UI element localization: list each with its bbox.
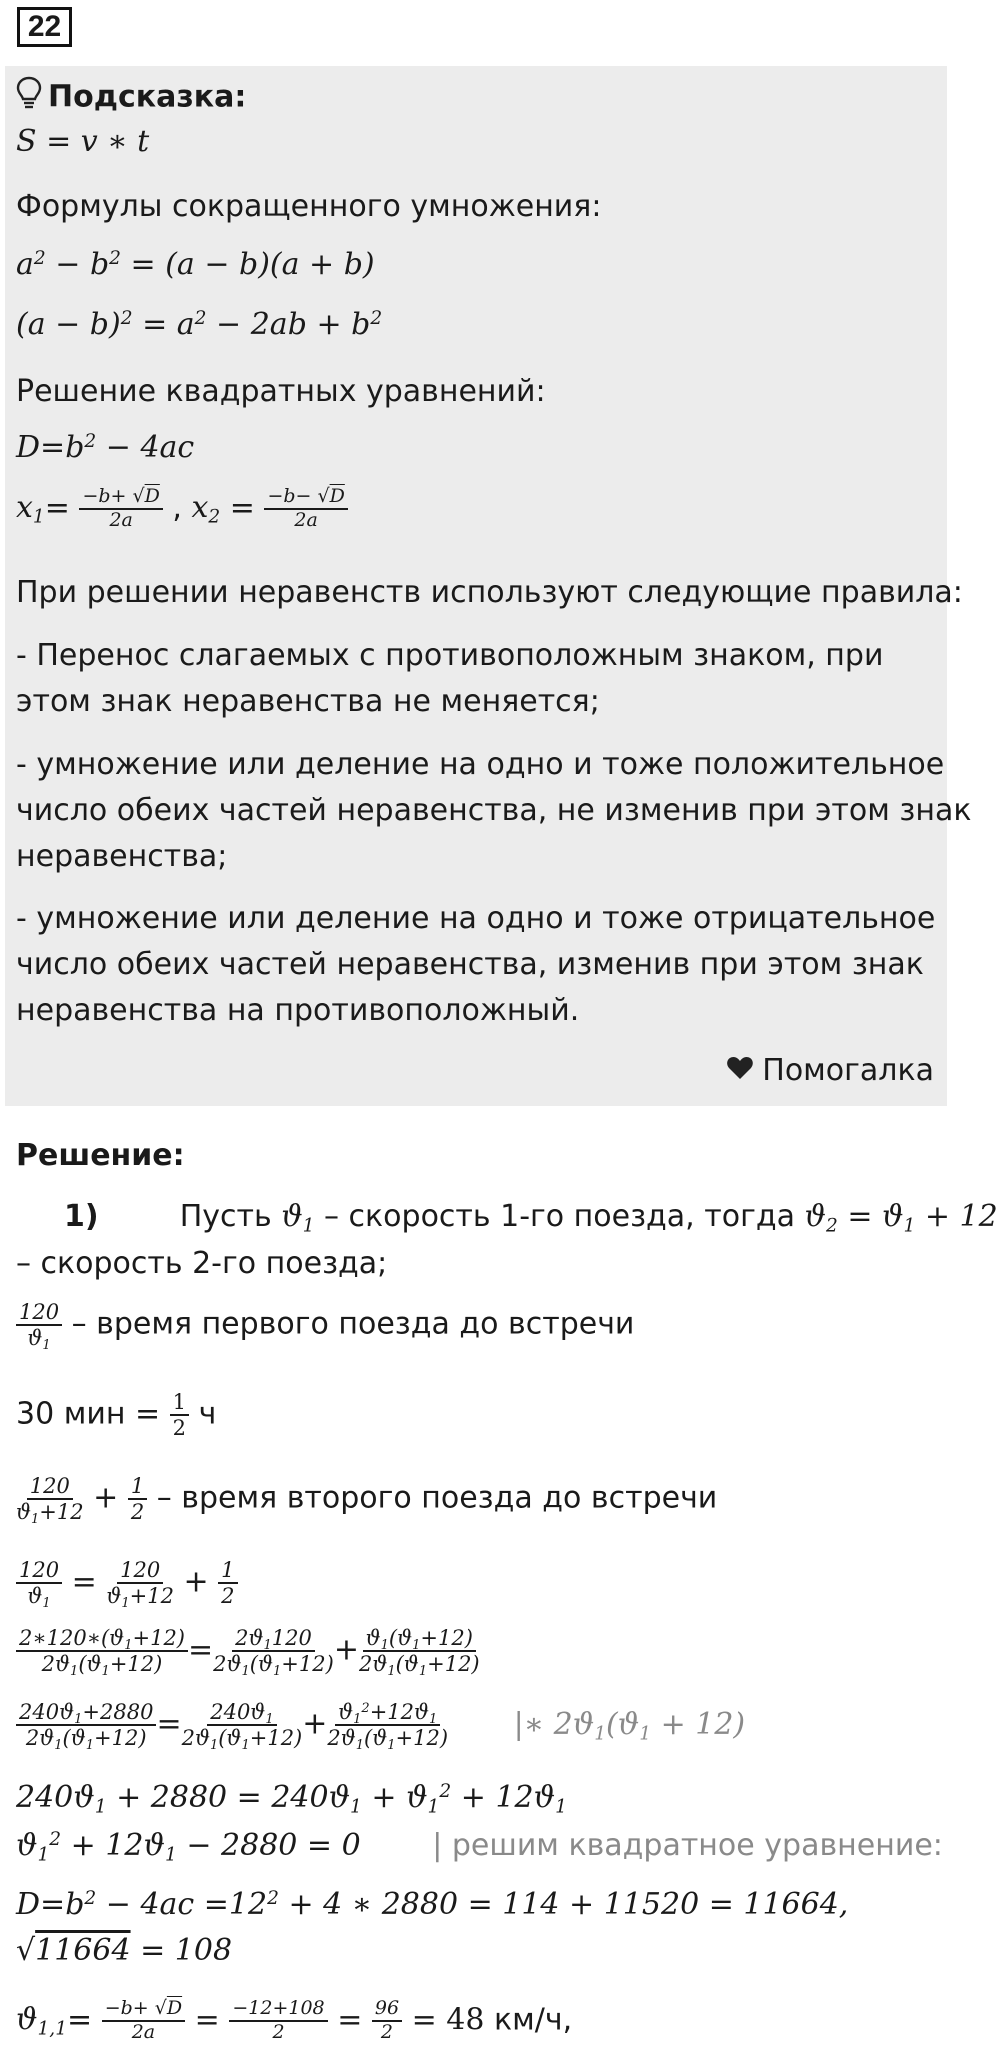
hint-title-text: Подсказка:: [48, 79, 247, 115]
root-line: $ϑ_{1,1}=$ $\frac{-b+ √D}{2a}$ = $\frac{-12+108}{2}$ = $\frac{96}{2}$ = 48 км/ч,: [16, 1997, 573, 2043]
task-number: 22: [17, 7, 72, 47]
equation-1: $\frac{120}{ϑ_1}$ = $\frac{120}{ϑ_1+12}$ + $\frac{1}{2}$: [16, 1558, 238, 1608]
time-first-label: – время первого поезда до встречи: [71, 1306, 635, 1342]
hint-title: [16, 76, 246, 120]
half-hour-line: 30 мин = $\frac{1}{2}$ ч: [16, 1390, 217, 1441]
signature-text: Помогалка: [762, 1053, 934, 1088]
rule2-line3: неравенства;: [16, 839, 228, 874]
quadratic-note: | решим квадратное уравнение:: [432, 1828, 943, 1863]
equation-3: $\frac{240ϑ_1+2880}{2ϑ_1(ϑ_1+12)}$ = $\frac{240ϑ_1}{2ϑ_1(ϑ_1+12)}$ + $\frac{ϑ_1^2+12ϑ_1}{2ϑ_1(ϑ_1+12)}$ |∗ $2ϑ_1(ϑ_1 + 12)$: [16, 1700, 745, 1750]
quadratic-line: $ϑ_1^2 + 12ϑ_1 - 2880 = 0$ | решим квадратное уравнение:: [16, 1828, 943, 1866]
formula-square-diff: $(a - b)^2 = a^2 - 2ab + b^2$: [16, 307, 383, 342]
sqrt-line: √11664 = 108: [16, 1933, 233, 1968]
rule1-line1: - Перенос слагаемых с противоположным знаком, при: [16, 638, 884, 673]
solution-title: Решение:: [16, 1138, 185, 1173]
step1-line1: 1) Пусть $ϑ_1$ – скорость 1-го поезда, тогда $ϑ_2 = ϑ_1 + 12$: [64, 1199, 998, 1237]
formula-distance: S = v ∗ t: [16, 124, 150, 159]
equation-2: $\frac{2∗120∗(ϑ_1+12)}{2ϑ_1(ϑ_1+12)}$ = $\frac{2ϑ_1120}{2ϑ_1(ϑ_1+12)}$ + $\frac{ϑ_1(ϑ_1+12)}{2ϑ_1(ϑ_1+12)}$: [16, 1626, 480, 1676]
lightbulb-icon: [16, 76, 42, 120]
signature: [726, 1052, 934, 1091]
inequality-title: При решении неравенств используют следующие правила:: [16, 575, 963, 610]
step1-text-b: – скорость 1-го поезда, тогда: [314, 1199, 805, 1234]
discriminant-line: $D=b^2 - 4ac =12^2 + 4$ ∗ 2880 = 114 + 11520 = 11664,: [16, 1887, 849, 1922]
step1-line2: – скорость 2-го поезда;: [16, 1246, 388, 1281]
rule2-line1: - умножение или деление на одно и тоже положительное: [16, 747, 945, 782]
rule3-line1: - умножение или деление на одно и тоже отрицательное: [16, 901, 936, 936]
formula-roots: $x_1=$ $\frac{-b+ √D}{2a}$ , $x_2$ = $\frac{-b- √D}{2a}$: [16, 486, 348, 532]
time-first-line: $\frac{120}{ϑ_1}$ – время первого поезда до встречи: [16, 1300, 634, 1350]
step-number: 1): [64, 1199, 99, 1234]
multiply-note: |∗ $2ϑ_1(ϑ_1 + 12)$: [513, 1706, 746, 1745]
heart-icon: [726, 1053, 754, 1091]
rule3-line3: неравенства на противоположный.: [16, 993, 580, 1028]
formula-discriminant: $D=b^2 - 4ac$: [16, 430, 195, 465]
half-hour-left: 30 мин =: [16, 1396, 170, 1432]
rule2-line2: число обеих частей неравенства, не изменив при этом знак: [16, 793, 972, 828]
formula-diff-squares: $a^2 - b^2 = (a - b)(a + b)$: [16, 247, 375, 282]
quadratic-title: Решение квадратных уравнений:: [16, 374, 546, 409]
equation-line: $240ϑ_1 + 2880 = 240ϑ_1 + ϑ_1^2 + 12ϑ_1$: [16, 1780, 567, 1818]
time-second-label: – время второго поезда до встречи: [156, 1480, 718, 1516]
rule1-line2: этом знак неравенства не меняется;: [16, 684, 600, 719]
time-second-line: $\frac{120}{ϑ_1+12}$ + $\frac{1}{2}$ – время второго поезда до встречи: [16, 1474, 718, 1528]
rule3-line2: число обеих частей неравенства, изменив при этом знак: [16, 947, 924, 982]
half-hour-unit: ч: [198, 1396, 217, 1432]
step1-text-a: Пусть: [179, 1199, 282, 1234]
abbrev-mult-title: Формулы сокращенного умножения:: [16, 189, 602, 224]
